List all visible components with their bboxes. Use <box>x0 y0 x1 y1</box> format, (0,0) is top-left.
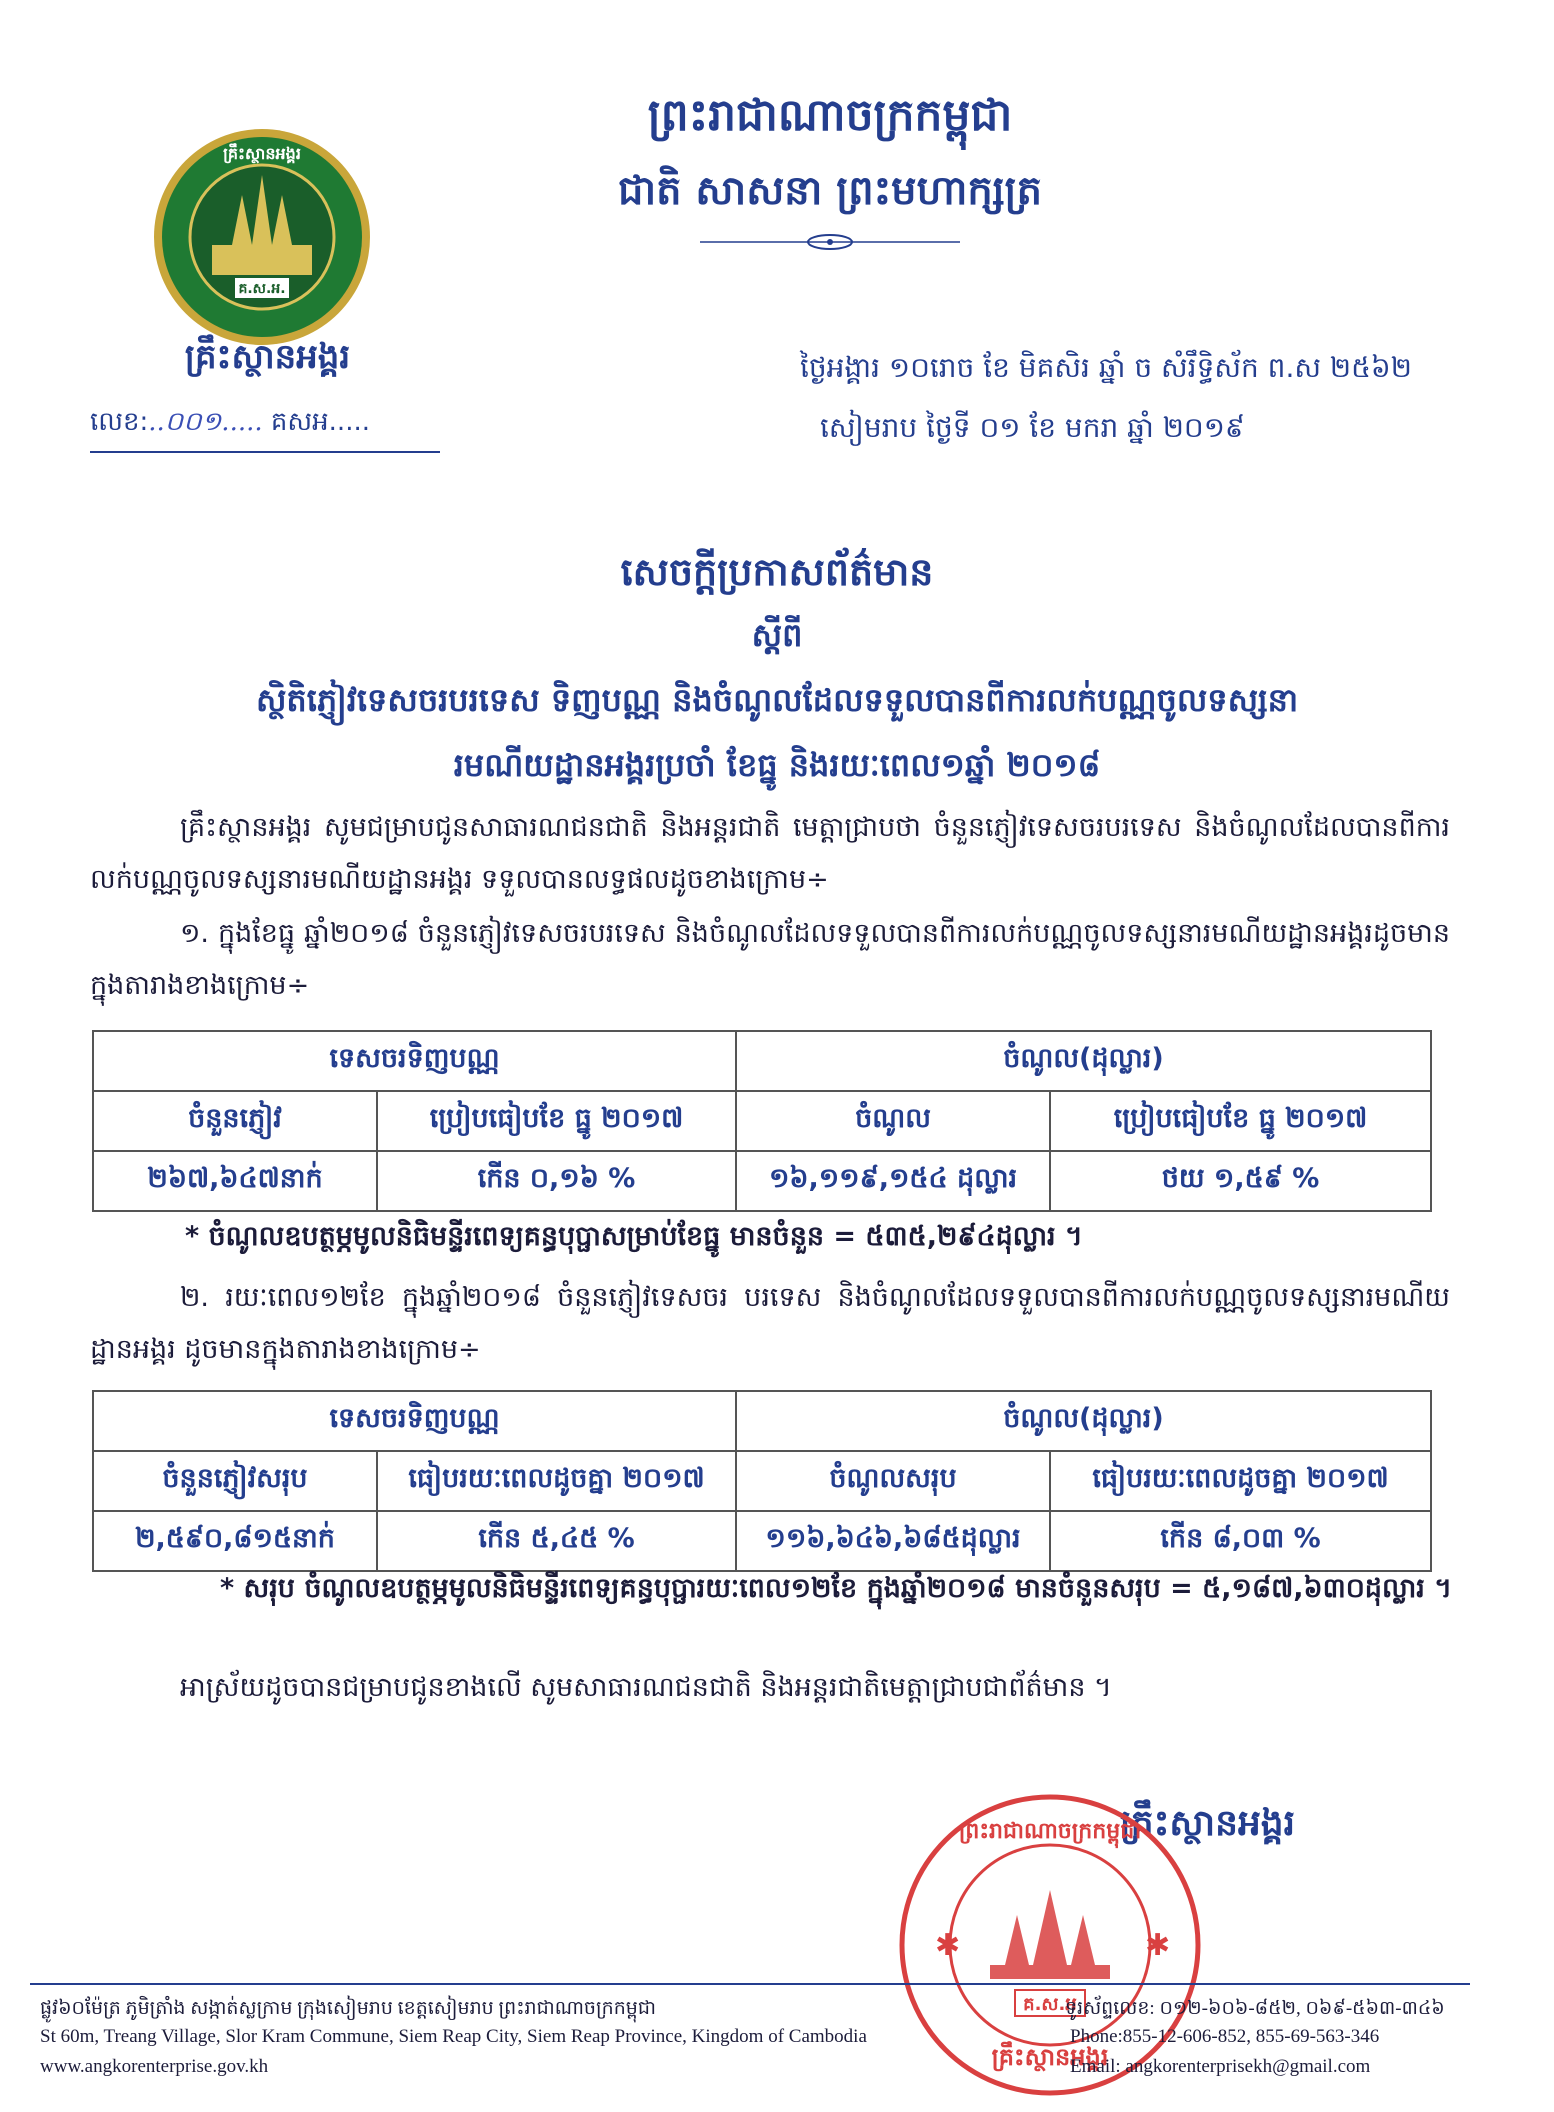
document-subject-line1: ស្ថិតិភ្ញៀវទេសចរបរទេស ទិញបណ្ណ និងចំណូលដែលទទួលបានពីការលក់បណ្ណចូលទស្សនា <box>255 681 1299 719</box>
table1-value-visitors-compare: កើន ០,១៦ % <box>377 1151 736 1211</box>
table1-group-revenue: ចំណូល(ដុល្លារ) <box>736 1031 1431 1091</box>
solar-date: សៀមរាប ថ្ងៃទី ០១ ខែ មករា ឆ្នាំ ២០១៩ <box>820 411 1245 444</box>
monthly-stats-table <box>92 1030 1432 1212</box>
ornament-divider-icon <box>700 232 960 252</box>
table2-value-revenue-compare: កើន ៨,០៣ % <box>1050 1511 1431 1571</box>
document-subject-line2: រមណីយដ្ឋានអង្គរប្រចាំ ខែធ្នូ និងរយៈពេល១ឆ្នាំ ២០១៨ <box>453 746 1101 784</box>
organization-name: គ្រឹះស្ថានអង្គរ <box>184 337 351 377</box>
document-subtitle: ស្តីពី <box>751 616 803 654</box>
footer-email[interactable]: Email: angkorenterprisekh@gmail.com <box>1070 2056 1371 2077</box>
table2-value-visitors-compare: កើន ៥,៤៥ % <box>377 1511 736 1571</box>
reference-suffix: គសអ..... <box>270 407 370 437</box>
table2-value-visitors: ២,៥៩០,៨១៥នាក់ <box>93 1511 377 1571</box>
table1-header-visitors: ចំនួនភ្ញៀវ <box>93 1091 377 1151</box>
reference-value: ..០០១..... <box>148 407 263 437</box>
logo-text: គ្រឹះស្ថានអង្គរ <box>223 144 301 163</box>
table1-value-revenue: ១៦,១១៩,១៥៤ ដុល្លារ <box>736 1151 1050 1211</box>
table1-header-visitors-compare: ប្រៀបធៀបខែ ធ្នូ ២០១៧ <box>377 1091 736 1151</box>
stamp-initials: គ.ស.អ <box>1023 1994 1077 2015</box>
signature-organization: គ្រឹះស្ថានអង្គរ <box>1120 1803 1296 1844</box>
section1-paragraph: ១. ក្នុងខែធ្នូ ឆ្នាំ២០១៨ ចំនួនភ្ញៀវទេសចរបរទេស និងចំណូលដែលទទួលបានពីការលក់បណ្ណចូលទស្សនារមណីយដ្ឋានអង្គរដូចមានក្នុងតារាងខាងក្រោម÷ <box>90 918 1450 1001</box>
reference-number <box>90 405 440 453</box>
table1-header-revenue-compare: ប្រៀបធៀបខែ ធ្នូ ២០១៧ <box>1050 1091 1431 1151</box>
kingdom-title: ព្រះរាជាណាចក្រកម្ពុជា <box>647 90 1013 141</box>
footer-phone-en: Phone:855-12-606-852, 855-69-563-346 <box>1070 2026 1380 2047</box>
table2-group-revenue: ចំណូល(ដុល្លារ) <box>736 1391 1431 1451</box>
stamp-bottom-text: គ្រឹះស្ថានអង្គរ <box>991 2043 1109 2071</box>
table1-group-visitors: ទេសចរទិញបណ្ណ <box>93 1031 736 1091</box>
footer-website[interactable]: www.angkorenterprise.gov.kh <box>40 2056 269 2077</box>
section2-note: * សរុប ចំណូលឧបត្ថម្ភមូលនិធិមន្ទីរពេទ្យគន្ធបុប្ផារយៈពេល១២ខែ ក្នុងឆ្នាំ២០១៨ មានចំនួនសរុប = ៥,១៨៧,៦៣០ដុល្លារ ។ <box>220 1573 1452 1604</box>
annual-stats-table <box>92 1390 1432 1572</box>
table2-value-revenue: ១១៦,៦៤៦,៦៨៥ដុល្លារ <box>736 1511 1050 1571</box>
footer-divider <box>30 1983 1470 1985</box>
logo-initials: គ.ស.អ. <box>238 281 286 297</box>
footer-address-en: St 60m, Treang Village, Slor Kram Commune, Siem Reap City, Siem Reap Province, Kingdom of Cambodia <box>40 2026 867 2047</box>
stamp-star-icon: ✱ <box>1145 1928 1171 1963</box>
table2-header-visitors: ចំនួនភ្ញៀវសរុប <box>93 1451 377 1511</box>
table1-header-revenue: ចំណូល <box>736 1091 1050 1151</box>
section2-paragraph: ២. រយៈពេល១២ខែ ក្នុងឆ្នាំ២០១៨ ចំនួនភ្ញៀវទេសចរ បរទេស និងចំណូលដែលទទួលបានពីការលក់បណ្ណចូលទស្សនារមណីយដ្ឋានអង្គរ ដូចមានក្នុងតារាងខាងក្រោម÷ <box>90 1282 1450 1365</box>
table1-value-revenue-compare: ថយ ១,៥៩ % <box>1050 1151 1431 1211</box>
document-title: សេចក្តីប្រកាសព័ត៌មាន <box>620 550 934 594</box>
footer-phone-km: ទូរស័ព្ទលេខ: ០១២-៦០៦-៨៥២, ០៦៩-៥៦៣-៣៤៦ <box>1065 1998 1445 2019</box>
intro-paragraph: គ្រឹះស្ថានអង្គរ សូមជម្រាបជូនសាធារណជនជាតិ និងអន្តរជាតិ មេត្តាជ្រាបថា ចំនួនភ្ញៀវទេសចរបរទេស និងចំណូលដែលបានពីការលក់បណ្ណចូលទស្សនារមណីយដ្ឋានអង្គរ ទទួលបានលទ្ធផលដូចខាងក្រោម÷ <box>90 812 1450 895</box>
national-motto: ជាតិ សាសនា ព្រះមហាក្សត្រ <box>618 168 1042 214</box>
footer-address-km: ផ្លូវ៦០ម៉ែត្រ ភូមិត្រាំង សង្កាត់ស្លក្រាម ក្រុងសៀមរាប ខេត្តសៀមរាប ព្រះរាជាណាចក្រកម្ពុជា <box>40 1998 656 2019</box>
official-stamp <box>895 1790 1205 2100</box>
table2-group-visitors: ទេសចរទិញបណ្ណ <box>93 1391 736 1451</box>
table2-header-revenue-compare: ធៀបរយៈពេលដូចគ្នា ២០១៧ <box>1050 1451 1431 1511</box>
stamp-top-text: ព្រះរាជាណាចក្រកម្ពុជា <box>958 1819 1142 1844</box>
table2-header-visitors-compare: ធៀបរយៈពេលដូចគ្នា ២០១៧ <box>377 1451 736 1511</box>
table2-header-revenue: ចំណូលសរុប <box>736 1451 1050 1511</box>
stamp-star-icon: ✱ <box>935 1928 961 1963</box>
lunar-date: ថ្ងៃអង្គារ ១០រោច ខែ មិគសិរ ឆ្នាំ ច សំរឹទ្ធិស័ក ព.ស ២៥៦២ <box>800 351 1412 384</box>
closing-paragraph: អាស្រ័យដូចបានជម្រាបជូនខាងលើ សូមសាធារណជនជាតិ និងអន្តរជាតិមេត្តាជ្រាបជាព័ត៌មាន ។ <box>180 1672 1112 1703</box>
table1-value-visitors: ២៦៧,៦៤៧នាក់ <box>93 1151 377 1211</box>
section1-note: * ចំណូលឧបត្ថម្ភមូលនិធិមន្ទីរពេទ្យគន្ធបុប្ផាសម្រាប់ខែធ្នូ មានចំនួន = ៥៣៥,២៩៤ដុល្លារ ។ <box>185 1221 1083 1252</box>
reference-label: លេខ: <box>90 407 149 437</box>
organization-logo <box>150 125 375 350</box>
